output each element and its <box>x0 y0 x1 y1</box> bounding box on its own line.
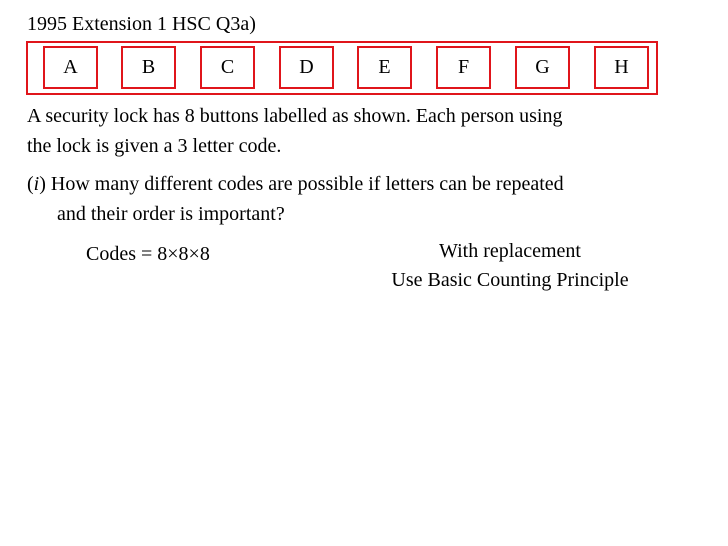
lock-button-e: E <box>357 46 412 89</box>
question-i <box>27 169 564 229</box>
lock-button-h: H <box>594 46 649 89</box>
question-open-paren: ( <box>27 173 34 195</box>
problem-statement <box>27 101 562 161</box>
slide-title: 1995 Extension 1 HSC Q3a) <box>27 13 256 35</box>
question-number: i <box>33 173 40 195</box>
lock-button-b: B <box>121 46 176 89</box>
method-note <box>360 237 660 295</box>
question-line-2: and their order is important? <box>57 203 285 225</box>
method-note-line-2: Use Basic Counting Principle <box>391 269 629 291</box>
lock-button-f: F <box>436 46 491 89</box>
codes-formula: Codes = 8×8×8 <box>86 243 210 265</box>
question-close-paren: ) <box>39 173 46 195</box>
question-line-1: How many different codes are possible if letters can be repeated <box>45 173 564 195</box>
problem-line-1: A security lock has 8 buttons labelled as shown. Each person using <box>27 105 563 127</box>
lock-button-d: D <box>279 46 334 89</box>
problem-line-2: the lock is given a 3 letter code. <box>27 135 282 157</box>
lock-button-c: C <box>200 46 255 89</box>
lock-button-g: G <box>515 46 570 89</box>
lock-button-a: A <box>43 46 98 89</box>
method-note-line-1: With replacement <box>439 240 581 262</box>
